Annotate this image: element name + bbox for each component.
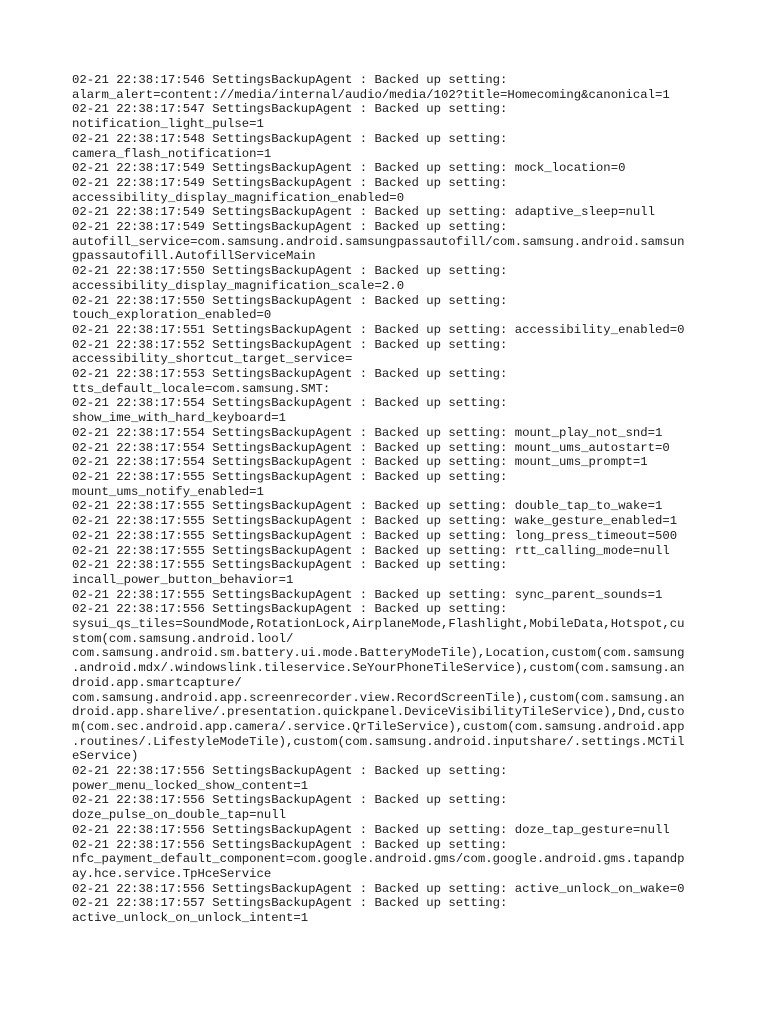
- log-line: 02-21 22:38:17:556 SettingsBackupAgent : Backed up setting: doze_tap_gesture=null: [72, 822, 670, 837]
- log-line: power_menu_locked_show_content=1: [72, 778, 309, 793]
- log-line: gpassautofill.AutofillServiceMain: [72, 249, 316, 264]
- log-line: ay.hce.service.TpHceService: [72, 866, 272, 881]
- log-text: [72, 73, 712, 926]
- log-line: eService): [72, 749, 139, 764]
- log-line: m(com.sec.android.app.camera/.service.QrTileService),custom(com.samsung.android.app: [72, 719, 685, 734]
- log-line: mount_ums_notify_enabled=1: [72, 484, 264, 499]
- log-line: com.samsung.android.sm.battery.ui.mode.BatteryModeTile),Location,custom(com.samsung: [72, 646, 685, 661]
- log-line: 02-21 22:38:17:554 SettingsBackupAgent : Backed up setting: mount_play_not_snd=1: [72, 425, 663, 440]
- log-line: droid.app.smartcapture/: [72, 675, 242, 690]
- log-line: 02-21 22:38:17:556 SettingsBackupAgent : Backed up setting: active_unlock_on_wake=0: [72, 881, 685, 896]
- log-line: 02-21 22:38:17:547 SettingsBackupAgent : Backed up setting:: [72, 102, 508, 117]
- log-line: com.samsung.android.app.screenrecorder.view.RecordScreenTile),custom(com.samsung.an: [72, 690, 685, 705]
- log-line: active_unlock_on_unlock_intent=1: [72, 911, 309, 926]
- log-document: [72, 73, 712, 926]
- log-line: 02-21 22:38:17:549 SettingsBackupAgent : Backed up setting: adaptive_sleep=null: [72, 205, 655, 220]
- log-line: 02-21 22:38:17:556 SettingsBackupAgent : Backed up setting:: [72, 602, 508, 617]
- log-line: .routines/.LifestyleModeTile),custom(com.samsung.android.inputshare/.settings.MCTil: [72, 734, 685, 749]
- log-line: 02-21 22:38:17:555 SettingsBackupAgent : Backed up setting: wake_gesture_enabled=1: [72, 514, 678, 529]
- log-line: tts_default_locale=com.samsung.SMT:: [72, 381, 331, 396]
- log-line: alarm_alert=content://media/internal/audio/media/102?title=Homecoming&canonical=1: [72, 87, 670, 102]
- log-line: 02-21 22:38:17:556 SettingsBackupAgent : Backed up setting:: [72, 793, 508, 808]
- log-line: 02-21 22:38:17:550 SettingsBackupAgent : Backed up setting:: [72, 264, 508, 279]
- log-line: 02-21 22:38:17:550 SettingsBackupAgent : Backed up setting:: [72, 293, 508, 308]
- log-line: accessibility_shortcut_target_service=: [72, 352, 353, 367]
- log-line: 02-21 22:38:17:554 SettingsBackupAgent : Backed up setting: mount_ums_prompt=1: [72, 455, 648, 470]
- log-line: accessibility_display_magnification_enabled=0: [72, 190, 405, 205]
- log-line: nfc_payment_default_component=com.google.android.gms/com.google.android.gms.tapandp: [72, 852, 685, 867]
- log-line: 02-21 22:38:17:549 SettingsBackupAgent : Backed up setting:: [72, 175, 508, 190]
- log-line: notification_light_pulse=1: [72, 117, 264, 132]
- log-line: 02-21 22:38:17:549 SettingsBackupAgent : Backed up setting: mock_location=0: [72, 161, 626, 176]
- log-line: 02-21 22:38:17:551 SettingsBackupAgent : Backed up setting: accessibility_enabled=0: [72, 322, 685, 337]
- log-line: 02-21 22:38:17:546 SettingsBackupAgent : Backed up setting:: [72, 73, 508, 87]
- log-line: .android.mdx/.windowslink.tileservice.SeYourPhoneTileService),custom(com.samsung.an: [72, 661, 685, 676]
- log-line: 02-21 22:38:17:555 SettingsBackupAgent : Backed up setting:: [72, 558, 508, 573]
- log-line: 02-21 22:38:17:549 SettingsBackupAgent : Backed up setting:: [72, 220, 508, 235]
- log-line: 02-21 22:38:17:555 SettingsBackupAgent : Backed up setting: sync_parent_sounds=1: [72, 587, 663, 602]
- log-line: show_ime_with_hard_keyboard=1: [72, 411, 287, 426]
- log-line: 02-21 22:38:17:555 SettingsBackupAgent : Backed up setting: long_press_timeout=500: [72, 528, 678, 543]
- log-line: 02-21 22:38:17:548 SettingsBackupAgent : Backed up setting:: [72, 131, 508, 146]
- log-line: 02-21 22:38:17:556 SettingsBackupAgent : Backed up setting:: [72, 764, 508, 779]
- log-line: stom(com.samsung.android.lool/: [72, 631, 294, 646]
- log-line: 02-21 22:38:17:555 SettingsBackupAgent : Backed up setting: double_tap_to_wake=1: [72, 499, 663, 514]
- log-line: sysui_qs_tiles=SoundMode,RotationLock,AirplaneMode,Flashlight,MobileData,Hotspot,cu: [72, 617, 685, 632]
- log-line: incall_power_button_behavior=1: [72, 572, 294, 587]
- log-line: 02-21 22:38:17:557 SettingsBackupAgent : Backed up setting:: [72, 896, 508, 911]
- log-line: autofill_service=com.samsung.android.samsungpassautofill/com.samsung.android.samsun: [72, 234, 685, 249]
- log-line: droid.app.sharelive/.presentation.quickpanel.DeviceVisibilityTileService),Dnd,custo: [72, 705, 685, 720]
- log-line: 02-21 22:38:17:553 SettingsBackupAgent : Backed up setting:: [72, 367, 508, 382]
- log-line: 02-21 22:38:17:554 SettingsBackupAgent : Backed up setting: mount_ums_autostart=0: [72, 440, 670, 455]
- log-line: accessibility_display_magnification_scale=2.0: [72, 278, 405, 293]
- log-line: camera_flash_notification=1: [72, 146, 272, 161]
- log-line: 02-21 22:38:17:555 SettingsBackupAgent : Backed up setting:: [72, 469, 508, 484]
- log-line: 02-21 22:38:17:556 SettingsBackupAgent : Backed up setting:: [72, 837, 508, 852]
- log-line: doze_pulse_on_double_tap=null: [72, 808, 287, 823]
- log-line: touch_exploration_enabled=0: [72, 308, 272, 323]
- log-line: 02-21 22:38:17:555 SettingsBackupAgent : Backed up setting: rtt_calling_mode=null: [72, 543, 670, 558]
- log-line: 02-21 22:38:17:554 SettingsBackupAgent : Backed up setting:: [72, 396, 508, 411]
- log-line: 02-21 22:38:17:552 SettingsBackupAgent : Backed up setting:: [72, 337, 508, 352]
